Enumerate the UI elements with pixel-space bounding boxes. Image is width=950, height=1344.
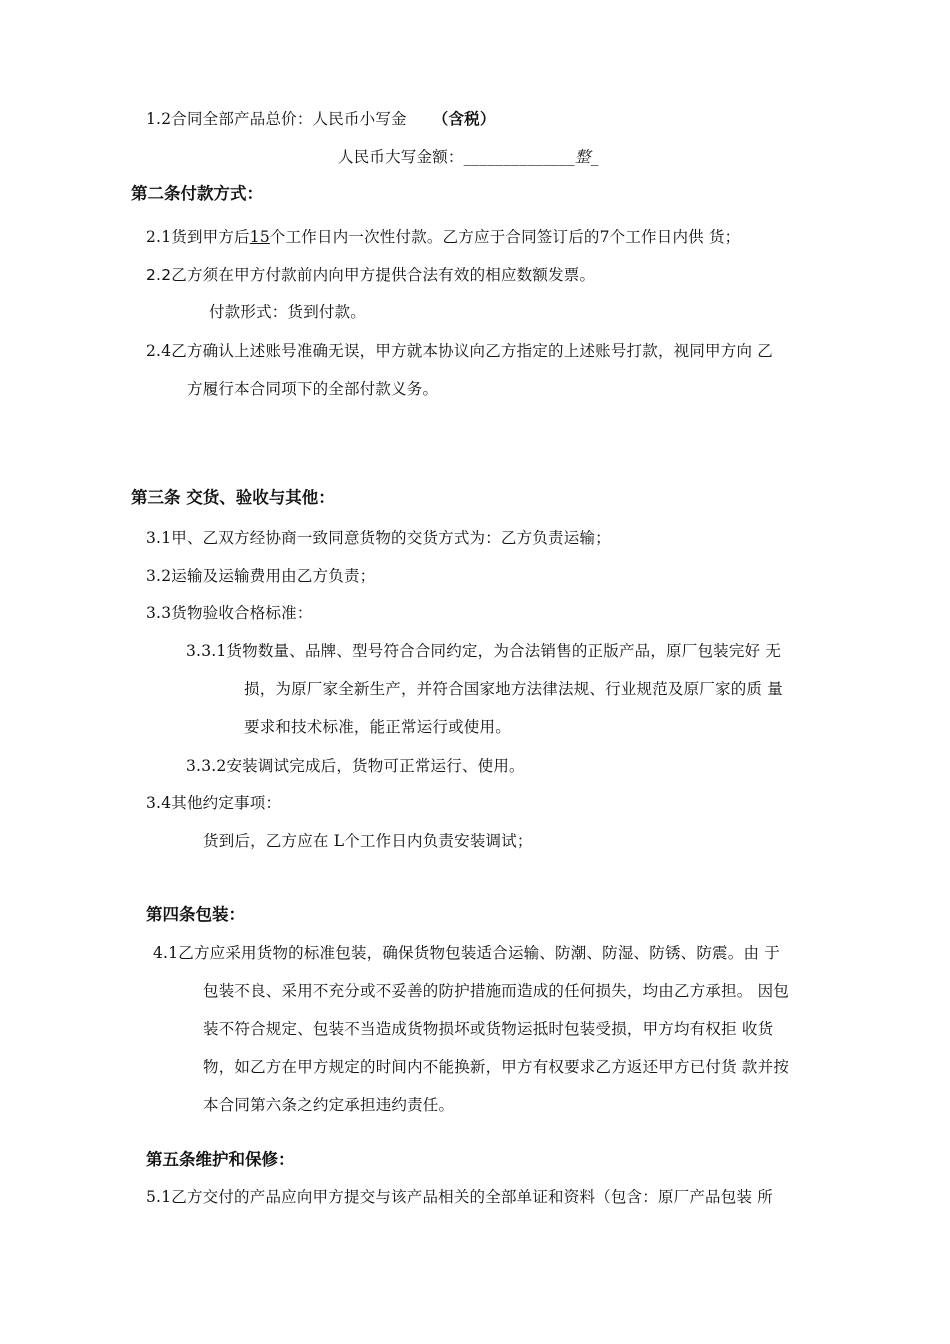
clause-3-3: 3.3货物验收合格标准： bbox=[146, 604, 313, 622]
clause-4-1-line4: 物，如乙方在甲方规定的时间内不能换新，甲方有权要求乙方返还甲方已付货 款并按 bbox=[203, 1058, 790, 1076]
clause-3-4-detail: 货到后，乙方应在 L个工作日内负责安装调试； bbox=[203, 832, 533, 850]
clause-3-4: 3.4其他约定事项： bbox=[146, 794, 282, 812]
clause-3-heading: 第三条 交货、验收与其他： bbox=[131, 488, 335, 507]
clause-4-1-line3: 装不符合规定、包装不当造成货物损坏或货物运抵时包装受损，甲方均有权拒 收货 bbox=[203, 1020, 774, 1038]
tax-included-note: （含税） bbox=[432, 110, 496, 128]
clause-2-4-line1: 2.4乙方确认上述账号准确无误，甲方就本协议向乙方指定的上述账号打款，视同甲方向 乙 bbox=[146, 342, 773, 360]
clause-3-3-1-line1: 3.3.1货物数量、品牌、型号符合合同约定，为合法销售的正版产品，原厂包装完好 无 bbox=[186, 642, 782, 660]
clause-3-3-1-line3: 要求和技术标准，能正常运行或使用。 bbox=[244, 718, 511, 736]
amount-upper-blank: ______________ bbox=[463, 148, 575, 166]
clause-2-1-text-a: 2.1货到甲方后 bbox=[146, 228, 250, 246]
amount-upper-line bbox=[338, 146, 599, 168]
clause-2-1-text-b: 个工作日内一次性付款。乙方应于合同签订后的7个工作日内供 货； bbox=[269, 228, 741, 246]
amount-upper-suffix: 整_ bbox=[574, 148, 599, 166]
clause-2-2-number: 2.2 bbox=[146, 266, 172, 284]
clause-4-1-line2: 包装不良、采用不充分或不妥善的防护措施而造成的任何损失，均由乙方承担。 因包 bbox=[203, 982, 790, 1000]
amount-upper-label: 人民币大写金额： bbox=[338, 148, 464, 166]
clause-3-1: 3.1甲、乙双方经协商一致同意货物的交货方式为：乙方负责运输； bbox=[146, 529, 611, 547]
clause-4-1-line1: 4.1乙方应采用货物的标准包装，确保货物包装适合运输、防潮、防湿、防锈、防震。由 于 bbox=[153, 944, 780, 962]
total-price-text: 1.2合同全部产品总价：人民币小写金 bbox=[146, 110, 407, 128]
clause-2-heading: 第二条付款方式： bbox=[131, 184, 263, 203]
clause-4-heading: 第四条包装： bbox=[146, 905, 245, 924]
payment-form: 付款形式：货到付款。 bbox=[209, 303, 367, 321]
clause-2-2-text: 乙方须在甲方付款前内向甲方提供合法有效的相应数额发票。 bbox=[171, 266, 596, 284]
clause-3-2: 3.2运输及运输费用由乙方负责； bbox=[146, 567, 376, 585]
clause-2-2 bbox=[146, 264, 595, 286]
payment-days: 15 bbox=[249, 228, 270, 246]
clause-3-3-1-line2: 损，为原厂家全新生产，并符合国家地方法律法规、行业规范及原厂家的质 量 bbox=[244, 680, 783, 698]
total-price-line bbox=[146, 108, 496, 130]
clause-2-1 bbox=[146, 226, 740, 248]
clause-5-heading: 第五条维护和保修： bbox=[146, 1150, 295, 1169]
clause-2-4-line2: 方履行本合同项下的全部付款义务。 bbox=[187, 380, 439, 398]
clause-3-3-2: 3.3.2安装调试完成后，货物可正常运行、使用。 bbox=[186, 757, 525, 775]
clause-4-1-line5: 本合同第六条之约定承担违约责任。 bbox=[203, 1096, 455, 1114]
clause-5-1-line1: 5.1乙方交付的产品应向甲方提交与该产品相关的全部单证和资料（包含：原厂产品包装 所 bbox=[146, 1188, 773, 1206]
